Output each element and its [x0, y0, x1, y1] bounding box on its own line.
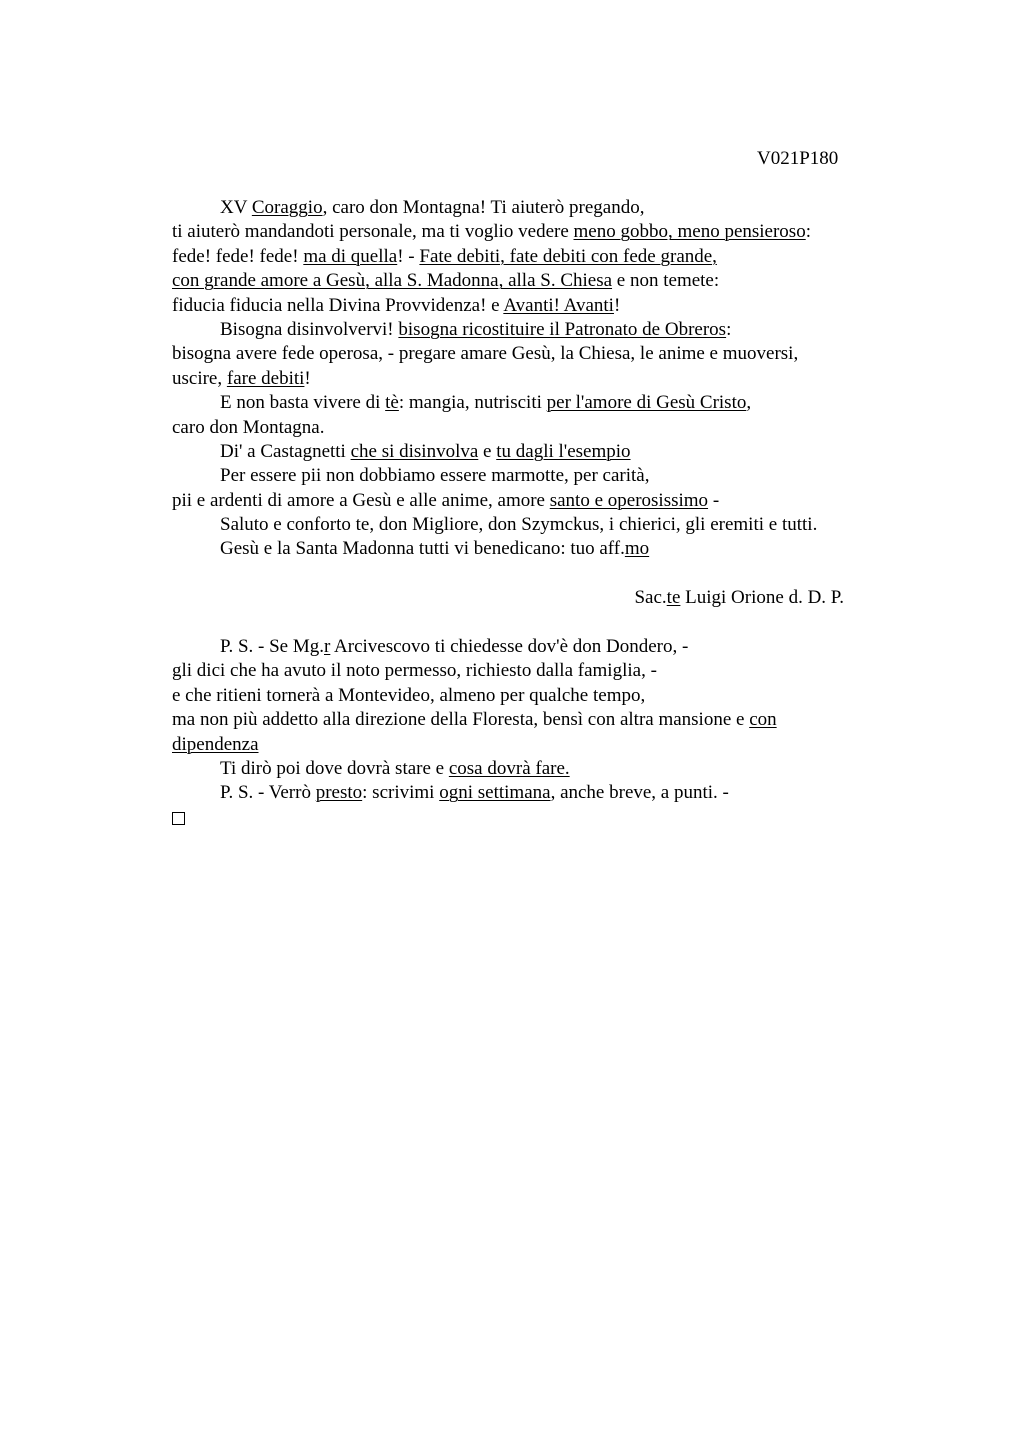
text-segment: e che ritieni tornerà a Montevideo, almeno per qualche tempo,	[172, 684, 646, 706]
text-line	[172, 342, 872, 366]
text-segment: !	[304, 367, 311, 389]
text-segment: bisogna avere fede operosa, - pregare amare Gesù, la Chiesa, le anime e muoversi,	[172, 343, 799, 365]
underlined-text: fare debiti	[226, 367, 305, 389]
underlined-text: meno gobbo, meno pensieroso	[573, 221, 806, 243]
text-line	[172, 513, 872, 537]
underlined-text: r	[324, 636, 331, 658]
text-segment: XV	[220, 197, 252, 218]
spacer	[172, 611, 872, 635]
underlined-text: Avanti! Avanti	[503, 294, 614, 316]
text-segment: ,	[746, 392, 752, 414]
letter-paragraphs	[172, 196, 872, 562]
underlined-text: con	[749, 709, 777, 731]
text-segment: :	[805, 221, 811, 243]
underlined-text: mo	[624, 538, 650, 560]
text-segment: Luigi Orione d. D. P.	[680, 587, 844, 609]
underlined-text: che si disinvolva	[350, 440, 479, 462]
text-line	[172, 220, 872, 244]
text-segment: fiducia fiducia nella Divina Provvidenza! e	[172, 294, 504, 316]
text-segment: e	[478, 440, 497, 462]
underlined-text: Coraggio	[251, 197, 323, 218]
underlined-text: tu dagli l'esempio	[496, 440, 631, 462]
text-segment: ! -	[397, 245, 420, 267]
text-segment: Di' a Castagnetti	[220, 440, 351, 462]
text-line	[172, 708, 872, 732]
text-segment: , caro don Montagna! Ti aiuterò pregando,	[322, 197, 645, 218]
text-line	[172, 635, 872, 659]
text-line	[172, 318, 872, 342]
end-marker	[172, 806, 872, 830]
underlined-text: te	[666, 587, 681, 609]
underlined-text: ogni settimana	[439, 782, 551, 804]
underlined-text: cosa dovrà fare.	[448, 757, 570, 779]
text-segment: :	[726, 318, 732, 340]
text-segment: Arcivescovo ti chiedesse dov'è don Dondero, -	[330, 636, 689, 658]
checkbox-square-icon	[172, 812, 185, 825]
text-line	[172, 489, 872, 513]
text-line	[172, 391, 872, 415]
text-segment: caro don Montagna.	[172, 416, 325, 438]
text-segment: Saluto e conforto te, don Migliore, don Szymckus, i chierici, gli eremiti e tutti.	[220, 514, 818, 536]
underlined-text: bisogna ricostituire il Patronato de Obreros	[398, 318, 727, 340]
text-line	[172, 294, 872, 318]
underlined-text: presto	[315, 782, 363, 804]
text-segment: pii e ardenti di amore a Gesù e alle anime, amore	[172, 489, 550, 511]
underlined-text: santo e operosissimo	[549, 489, 709, 511]
text-line	[172, 659, 872, 683]
underlined-text: ma di quella	[303, 245, 398, 267]
letter-body	[172, 196, 872, 830]
text-segment: ma non più addetto alla direzione della Floresta, bensì con altra mansione e	[172, 709, 750, 731]
text-segment: Ti dirò poi dove dovrà stare e	[220, 757, 449, 779]
text-line	[172, 440, 872, 464]
text-segment: e non temete:	[612, 270, 720, 292]
text-segment: uscire,	[172, 367, 227, 389]
underlined-text: Fate debiti, fate debiti con fede grande,	[419, 245, 717, 267]
text-line	[172, 269, 872, 293]
text-line	[172, 367, 872, 391]
spacer	[172, 562, 872, 586]
text-line	[172, 537, 872, 561]
text-segment: gli dici che ha avuto il noto permesso, richiesto dalla famiglia, -	[172, 660, 657, 682]
text-segment: !	[613, 294, 621, 316]
text-segment: Bisogna disinvolvervi!	[220, 318, 399, 340]
text-line	[172, 684, 872, 708]
text-segment: -	[708, 489, 720, 511]
postscript	[172, 635, 872, 806]
text-line	[172, 757, 872, 781]
text-segment: P. S. - Verrò	[220, 782, 316, 804]
text-line	[172, 464, 872, 488]
text-segment: ti aiuterò mandandoti personale, ma ti voglio vedere	[172, 221, 574, 243]
text-line	[172, 245, 872, 269]
text-segment: E non basta vivere di	[220, 392, 386, 414]
text-segment: Per essere pii non dobbiamo essere marmotte, per carità,	[220, 465, 650, 487]
document-reference-code: V021P180	[757, 148, 839, 169]
text-segment: : scrivimi	[362, 782, 440, 804]
text-segment: fede! fede! fede!	[172, 245, 304, 267]
text-segment: P. S. - Se Mg.	[220, 636, 324, 658]
text-segment: Sac.	[634, 587, 667, 609]
text-line	[172, 196, 872, 220]
text-segment: , anche breve, a punti. -	[550, 782, 729, 804]
text-line	[172, 733, 872, 757]
text-line	[172, 416, 872, 440]
text-line	[172, 781, 872, 805]
underlined-text: tè	[385, 392, 399, 414]
signature	[172, 586, 872, 610]
underlined-text: per l'amore di Gesù Cristo	[546, 392, 747, 414]
text-segment: : mangia, nutrisciti	[398, 392, 547, 414]
text-segment: Gesù e la Santa Madonna tutti vi benedicano: tuo aff.	[220, 538, 625, 560]
underlined-text: con grande amore a Gesù, alla S. Madonna, alla S. Chiesa	[172, 270, 613, 292]
underlined-text: dipendenza	[172, 733, 259, 755]
